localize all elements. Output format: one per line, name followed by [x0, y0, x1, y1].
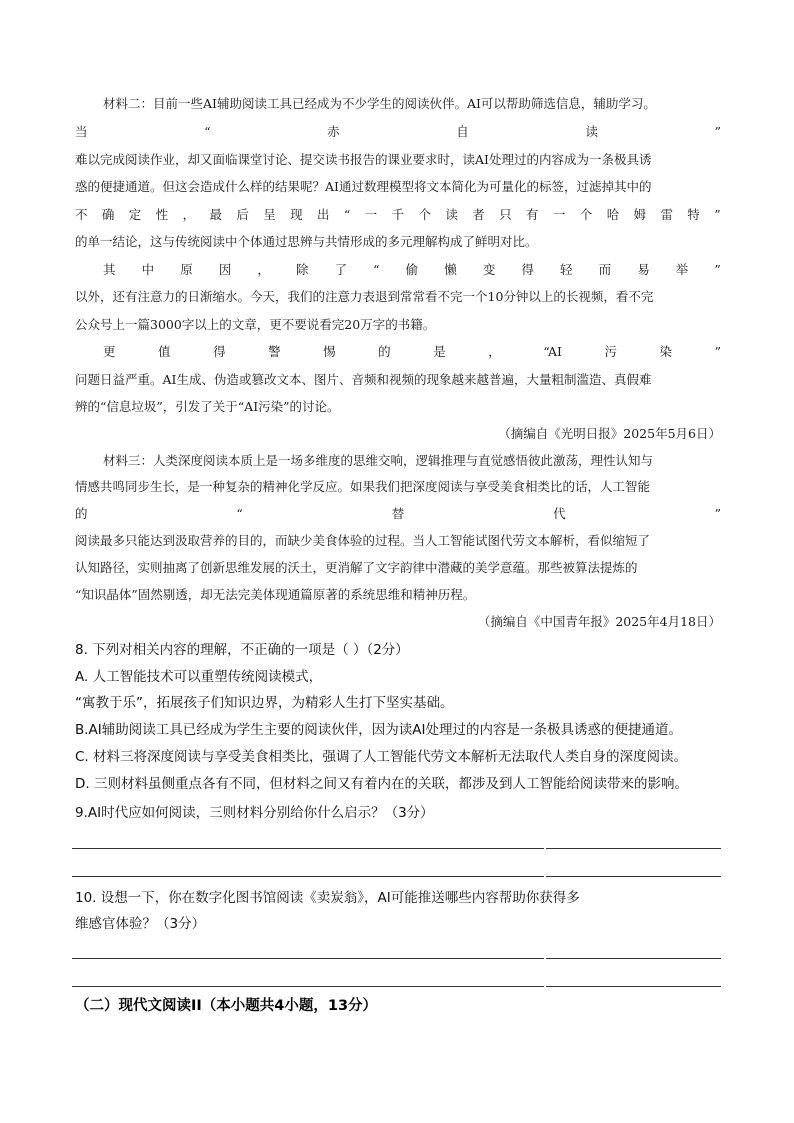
- text-token: ”: [714, 207, 721, 222]
- text-token: 除: [295, 262, 309, 277]
- text-token: 中: [141, 262, 155, 277]
- text-token: 个: [418, 207, 431, 222]
- text-token: 确: [101, 207, 115, 222]
- text-token: 懒: [444, 262, 457, 277]
- q10-stem-1: 10. 设想一下，你在数字化图书馆阅读《卖炭翁》，AI可能推送哪些内容帮助你获得多: [75, 890, 580, 906]
- q8-option-a-cont: “寓教于乐”，拓展孩子们知识边界，为精彩人生打下坚实基础。: [75, 695, 454, 711]
- text-token: “AI: [543, 344, 562, 359]
- material2-line-12: 辨的“信息垃圾”，引发了关于“AI污染”的讨论。: [75, 399, 340, 414]
- q10-answer-line-1b[interactable]: [546, 958, 721, 959]
- material3-line-4: 阅读最多只能达到汲取营养的目的，而缺少美食体验的过程。当人工智能试图代劳文本解析，看似缩短了: [75, 533, 651, 548]
- text-token: 替: [391, 506, 405, 521]
- text-token: 自: [456, 124, 469, 139]
- text-token: ，: [257, 262, 270, 277]
- text-token: 赤: [327, 124, 340, 139]
- text-token: 值: [158, 344, 171, 359]
- material2-line-3: 难以完成阅读作业，却又面临课堂讨论、提交读书报告的课业要求时，读AI处理过的内容成为一条极具诱: [75, 152, 652, 167]
- text-token: 千: [391, 207, 405, 222]
- material2-line-4: 惑的便捷通道。但这会造成什么样的结果呢？AI通过数理模型将文本简化为可量化的标签，过滤掉其中的: [75, 179, 652, 194]
- text-token: “: [373, 262, 380, 277]
- text-token: 的: [378, 344, 391, 359]
- text-token: 警: [268, 344, 281, 359]
- material2-line-7: [75, 261, 721, 279]
- text-token: 定: [128, 207, 142, 222]
- q10-answer-line-2b[interactable]: [546, 986, 721, 987]
- q10-answer-line-1a[interactable]: [72, 958, 544, 959]
- text-token: 雷: [660, 207, 673, 222]
- q8-option-d: D. 三则材料虽侧重点各有不同，但材料之间又有着内在的关联，都涉及到人工智能给阅读带来的影响。: [75, 776, 688, 792]
- text-token: 特: [687, 207, 700, 222]
- q9-answer-line-1a[interactable]: [72, 848, 544, 849]
- text-token: ”: [714, 506, 721, 521]
- text-token: 惕: [323, 344, 336, 359]
- text-token: 读: [585, 124, 598, 139]
- text-token: 读: [445, 207, 458, 222]
- text-token: 代: [553, 506, 566, 521]
- material3-line-5: 认知路径，实则抽离了创新思维发展的沃土，更消解了文字韵律中潜藏的美学意蕴。那些被算法提炼的: [75, 560, 638, 575]
- material2-line-11: 问题日益严重。AI生成、伪造或篡改文本、图片、音频和视频的现象越来越普遍，大量粗制滥造、真假难: [75, 372, 652, 387]
- material2-line-6: 的单一结论，这与传统阅读中个体通过思辨与共情形成的多元理解构成了鲜明对比。: [75, 234, 538, 249]
- text-token: 现: [290, 207, 303, 222]
- material3-line-3: [75, 505, 721, 523]
- text-token: 当: [75, 124, 88, 139]
- text-token: 因: [218, 262, 232, 277]
- text-token: “: [204, 124, 211, 139]
- text-token: ，: [182, 207, 196, 222]
- q9-stem: 9.AI时代应如何阅读，三则材料分别给你什么启示？（3分）: [75, 805, 434, 821]
- text-token: “: [343, 207, 351, 222]
- q9-answer-line-1b[interactable]: [546, 848, 721, 849]
- text-token: 污: [604, 344, 618, 359]
- material2-line-5: [75, 206, 721, 224]
- text-token: ”: [714, 124, 721, 139]
- text-token: 一: [364, 207, 378, 222]
- text-token: 得: [213, 344, 226, 359]
- material2-line-1: 材料二：目前一些AI辅助阅读工具已经成为不少学生的阅读伙伴。AI可以帮助筛选信息，辅助学习。: [103, 96, 656, 111]
- material2-line-8: 以外，还有注意力的日渐缩水。今天，我们的注意力表退到常常看不完一个10分钟以上的长视频，看不完: [75, 289, 654, 304]
- q9-answer-line-2b[interactable]: [546, 876, 721, 877]
- material3-line-2: 情感共鸣同步生长，是一种复杂的精神化学反应。如果我们把深度阅读与享受美食相类比的话，人工智能: [75, 479, 651, 494]
- text-token: 举: [675, 262, 689, 277]
- text-token: 其: [103, 262, 116, 277]
- material2-source: （摘编自《光明日报》2025年5月6日）: [498, 426, 721, 441]
- text-token: 个: [579, 207, 593, 222]
- material2-line-2: [75, 123, 721, 141]
- material3-line-1: 材料三：人类深度阅读本质上是一场多维度的思维交响，逻辑推理与直觉感悟彼此激荡，理性认知与: [103, 453, 654, 468]
- text-token: 有: [526, 207, 539, 222]
- text-token: 不: [75, 207, 88, 222]
- text-token: 后: [236, 207, 249, 222]
- material3-source: （摘编自《中国青年报》2025年4月18日）: [477, 614, 721, 629]
- text-token: “: [236, 506, 243, 521]
- q8-option-c: C. 材料三将深度阅读与享受美食相类比，强调了人工智能代劳文本解析无法取代人类自身的深度阅读。: [75, 749, 688, 765]
- text-token: 最: [209, 207, 222, 222]
- q10-stem-2: 维感官体验？（3分）: [75, 916, 206, 932]
- text-token: 呈: [263, 207, 276, 222]
- text-token: 者: [472, 207, 485, 222]
- section-heading: （二）现代文阅读II（本小题共4小题，13分）: [75, 998, 378, 1014]
- q10-answer-line-2a[interactable]: [72, 986, 544, 987]
- text-token: 的: [75, 506, 88, 521]
- text-token: 轻: [560, 262, 573, 277]
- text-token: 了: [334, 262, 348, 277]
- text-token: ”: [714, 344, 721, 359]
- text-token: 姆: [633, 207, 647, 222]
- text-token: 性: [155, 207, 169, 222]
- text-token: 出: [317, 207, 330, 222]
- q9-answer-line-2a[interactable]: [72, 876, 544, 877]
- text-token: 更: [103, 344, 116, 359]
- text-token: 原: [180, 262, 193, 277]
- text-token: 染: [659, 344, 673, 359]
- q8-stem: 8. 下列对相关内容的理解，不正确的一项是（ ）（2分）: [75, 642, 409, 658]
- text-token: 变: [482, 262, 496, 277]
- text-token: ”: [714, 262, 721, 277]
- text-token: 哈: [606, 207, 620, 222]
- q8-option-b: B.AI辅助阅读工具已经成为学生主要的阅读伙伴，因为读AI处理过的内容是一条极具诱惑的便捷通道。: [75, 722, 682, 738]
- text-token: ，: [488, 344, 501, 359]
- text-token: 得: [521, 262, 534, 277]
- text-token: 偷: [405, 262, 419, 277]
- material2-line-9: 公众号上一篇3000字以上的文章，更不要说看完20万字的书籍。: [75, 317, 436, 332]
- text-token: 是: [433, 344, 446, 359]
- text-token: 一: [552, 207, 566, 222]
- material3-line-6: “知识晶体”固然剔透，却无法完美体现通篇原著的系统思维和精神历程。: [75, 587, 476, 602]
- text-token: 只: [499, 207, 512, 222]
- text-token: 易: [637, 262, 650, 277]
- q8-option-a: A. 人工智能技术可以重塑传统阅读模式，: [75, 669, 323, 685]
- material2-line-10: [75, 343, 721, 361]
- text-token: 而: [598, 262, 612, 277]
